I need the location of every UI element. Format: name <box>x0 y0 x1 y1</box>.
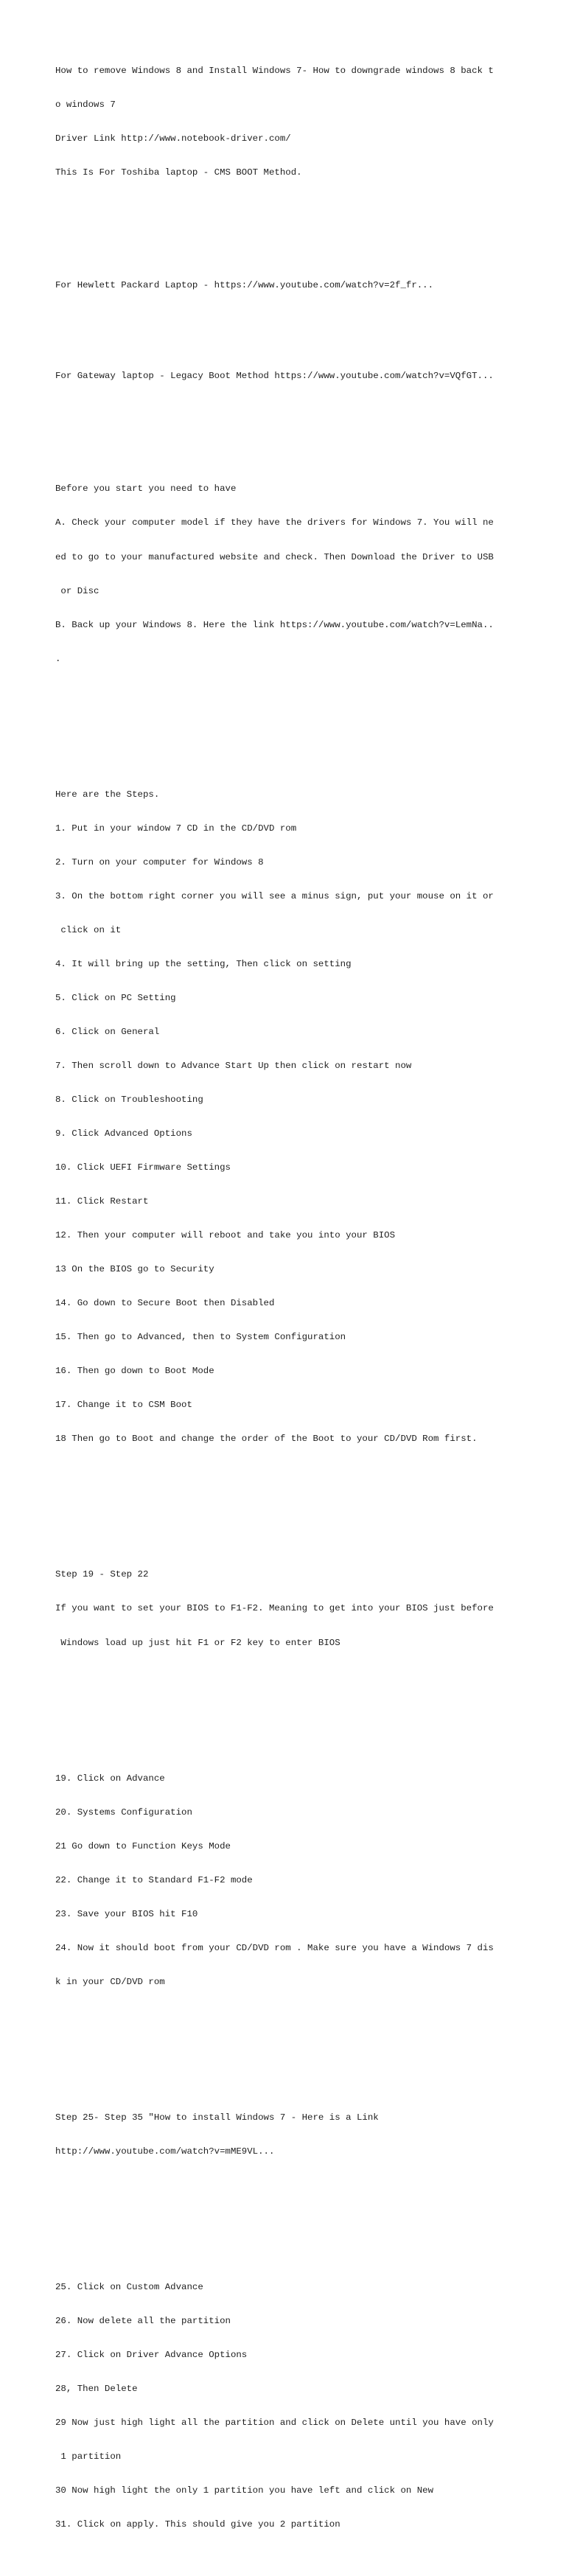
driver-link-line: Driver Link http://www.notebook-driver.com/ <box>55 133 291 144</box>
spacer <box>55 722 512 733</box>
step25-heading: Step 25- Step 35 "How to install Windows 7 - Here is a Link <box>55 2112 379 2123</box>
title-line: How to remove Windows 8 and Install Windows 7- How to downgrade windows 8 back t <box>55 65 494 76</box>
step-line: 29 Now just high light all the partition and click on Delete until you have only <box>55 2418 494 2429</box>
step-line: 3. On the bottom right corner you will see a minus sign, put your mouse on it or <box>55 890 494 901</box>
spacer <box>55 235 512 246</box>
spacer <box>55 2045 512 2056</box>
step-line: 28, Then Delete <box>55 2384 138 2395</box>
step-line: 4. It will bring up the setting, Then click on setting <box>55 958 352 969</box>
step25-list-section <box>55 2259 512 2553</box>
step-line: 10. Click UEFI Firmware Settings <box>55 1162 231 1173</box>
toshiba-line: This Is For Toshiba laptop - CMS BOOT Method. <box>55 167 302 178</box>
step-line: 30 Now high light the only 1 partition you have left and click on New <box>55 2485 434 2496</box>
step-line: 26. Now delete all the partition <box>55 2316 231 2327</box>
step-line: 8. Click on Troubleshooting <box>55 1095 203 1105</box>
step-line: 7. Then scroll down to Advance Start Up then click on restart now <box>55 1060 412 1071</box>
step-line: 27. Click on Driver Advance Options <box>55 2350 248 2361</box>
step-line: click on it <box>55 924 122 935</box>
step-line: 11. Click Restart <box>55 1196 149 1207</box>
step19-line: If you want to set your BIOS to F1-F2. Meaning to get into your BIOS just before <box>55 1603 494 1614</box>
step-line: 6. Click on General <box>55 1026 160 1037</box>
step-line: 2. Turn on your computer for Windows 8 <box>55 856 264 868</box>
gateway-line: For Gateway laptop - Legacy Boot Method https://www.youtube.com/watch?v=VQfGT... <box>55 371 494 381</box>
intro-section <box>55 43 512 201</box>
before-section <box>55 461 512 688</box>
step-line: 17. Change it to CSM Boot <box>55 1400 192 1411</box>
step-line: 31. Click on apply. This should give you 2 partition <box>55 2519 340 2530</box>
step-line: 16. Then go down to Boot Mode <box>55 1366 214 1377</box>
step-line: 18 Then go to Boot and change the order of the Boot to your CD/DVD Rom first. <box>55 1434 478 1445</box>
spacer <box>55 326 512 337</box>
document-page <box>55 9 512 2576</box>
step19-line: Windows load up just hit F1 or F2 key to enter BIOS <box>55 1637 340 1648</box>
step-line: k in your CD/DVD rom <box>55 1976 165 1987</box>
step-line: 9. Click Advanced Options <box>55 1128 192 1139</box>
step-line: 1 partition <box>55 2451 122 2462</box>
steps-section <box>55 767 512 1467</box>
before-line: A. Check your computer model if they have the drivers for Windows 7. You will ne <box>55 517 494 528</box>
steps-heading: Here are the Steps. <box>55 789 160 800</box>
before-line: . <box>55 653 61 664</box>
step25-intro-section <box>55 2090 512 2180</box>
step-line: 19. Click on Advance <box>55 1773 165 1784</box>
before-heading: Before you start you need to have <box>55 484 237 495</box>
spacer <box>55 2214 512 2225</box>
step-line: 13 On the BIOS go to Security <box>55 1264 214 1275</box>
step-line: 25. Click on Custom Advance <box>55 2282 203 2293</box>
step-line: 12. Then your computer will reboot and take you into your BIOS <box>55 1230 396 1241</box>
step-line: 23. Save your BIOS hit F10 <box>55 1908 198 1919</box>
step-line: 14. Go down to Secure Boot then Disabled <box>55 1298 275 1309</box>
step25-link-line: http://www.youtube.com/watch?v=mME9VL... <box>55 2146 275 2157</box>
hp-line: For Hewlett Packard Laptop - https://www.youtube.com/watch?v=2f_fr... <box>55 280 434 291</box>
before-line: or Disc <box>55 585 99 596</box>
title-line-continued: o windows 7 <box>55 99 116 110</box>
step-line: 21 Go down to Function Keys Mode <box>55 1840 231 1851</box>
step-line: 20. Systems Configuration <box>55 1807 192 1818</box>
step-line: 15. Then go to Advanced, then to System Configuration <box>55 1332 346 1343</box>
step-line: 5. Click on PC Setting <box>55 992 176 1003</box>
step-line: 24. Now it should boot from your CD/DVD rom . Make sure you have a Windows 7 dis <box>55 1942 494 1953</box>
step-line: 22. Change it to Standard F1-F2 mode <box>55 1874 253 1885</box>
before-line: ed to go to your manufactured website and check. Then Download the Driver to USB <box>55 551 494 562</box>
step19-list-section <box>55 1751 512 2011</box>
step19-heading: Step 19 - Step 22 <box>55 1569 149 1580</box>
spacer <box>55 1501 512 1512</box>
spacer <box>55 416 512 427</box>
spacer <box>55 1706 512 1717</box>
step-line: 1. Put in your window 7 CD in the CD/DVD rom <box>55 823 297 834</box>
step19-intro-section <box>55 1547 512 1672</box>
before-line: B. Back up your Windows 8. Here the link https://www.youtube.com/watch?v=LemNa.. <box>55 619 494 630</box>
